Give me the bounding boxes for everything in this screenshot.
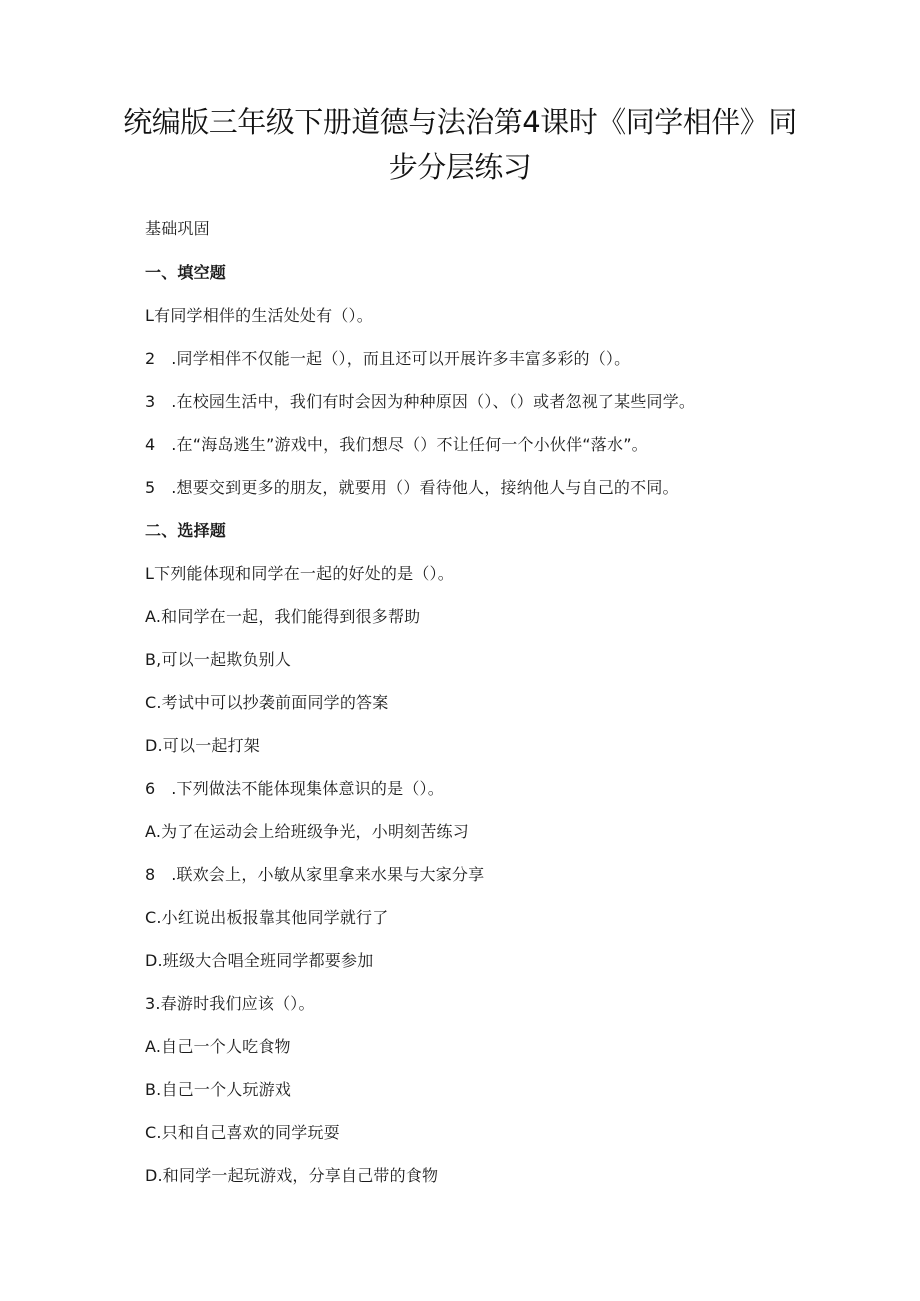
choice-question-1-option-b: B,可以一起欺负别人 bbox=[145, 650, 292, 669]
choice-question-1-option-d: D.可以一起打架 bbox=[145, 736, 261, 755]
choice-question-3-option-c: C.只和自己喜欢的同学玩耍 bbox=[145, 1123, 340, 1142]
title-line-1: 统编版三年级下册道德与法治第4课时《同学相伴》同 bbox=[123, 105, 797, 139]
section-label: 基础巩固 bbox=[145, 219, 210, 238]
choice-question-2-option-c: C.小红说出板报靠其他同学就行了 bbox=[145, 908, 389, 927]
choice-question-2-option-b: 8 .联欢会上，小敏从家里拿来水果与大家分享 bbox=[145, 865, 485, 884]
choice-question-3-option-a: A.自己一个人吃食物 bbox=[145, 1037, 291, 1056]
fill-blank-question-3: 3 .在校园生活中，我们有时会因为种种原因（）、（）或者忽视了某些同学。 bbox=[145, 392, 696, 411]
fill-blank-question-2: 2 .同学相伴不仅能一起（），而且还可以开展许多丰富多彩的（）。 bbox=[145, 349, 631, 368]
choice-question-2-option-a: A.为了在运动会上给班级争光，小明刻苦练习 bbox=[145, 822, 469, 841]
choice-question-1-option-a: A.和同学在一起，我们能得到很多帮助 bbox=[145, 607, 421, 626]
choice-question-2-stem: 6 .下列做法不能体现集体意识的是（）。 bbox=[145, 779, 444, 798]
fill-blank-question-4: 4 .在“海岛逃生”游戏中，我们想尽（）不让任何一个小伙伴“落水”。 bbox=[145, 435, 648, 454]
choice-question-3-stem: 3.春游时我们应该（）。 bbox=[145, 994, 315, 1013]
choice-question-2-option-d: D.班级大合唱全班同学都要参加 bbox=[145, 951, 374, 970]
fill-blank-question-1: L有同学相伴的生活处处有（）。 bbox=[145, 306, 373, 325]
title-line-2: 步分层练习 bbox=[388, 150, 532, 184]
choice-question-1-stem: L下列能体现和同学在一起的好处的是（）。 bbox=[145, 564, 454, 583]
document-title bbox=[120, 100, 800, 190]
fill-blank-heading: 一、填空题 bbox=[145, 263, 227, 282]
choice-heading: 二、选择题 bbox=[145, 521, 227, 540]
choice-question-3-option-b: B.自己一个人玩游戏 bbox=[145, 1080, 292, 1099]
choice-question-1-option-c: C.考试中可以抄袭前面同学的答案 bbox=[145, 693, 389, 712]
fill-blank-question-5: 5 .想要交到更多的朋友，就要用（）看待他人，接纳他人与自己的不同。 bbox=[145, 478, 679, 497]
choice-question-3-option-d: D.和同学一起玩游戏，分享自己带的食物 bbox=[145, 1166, 439, 1185]
